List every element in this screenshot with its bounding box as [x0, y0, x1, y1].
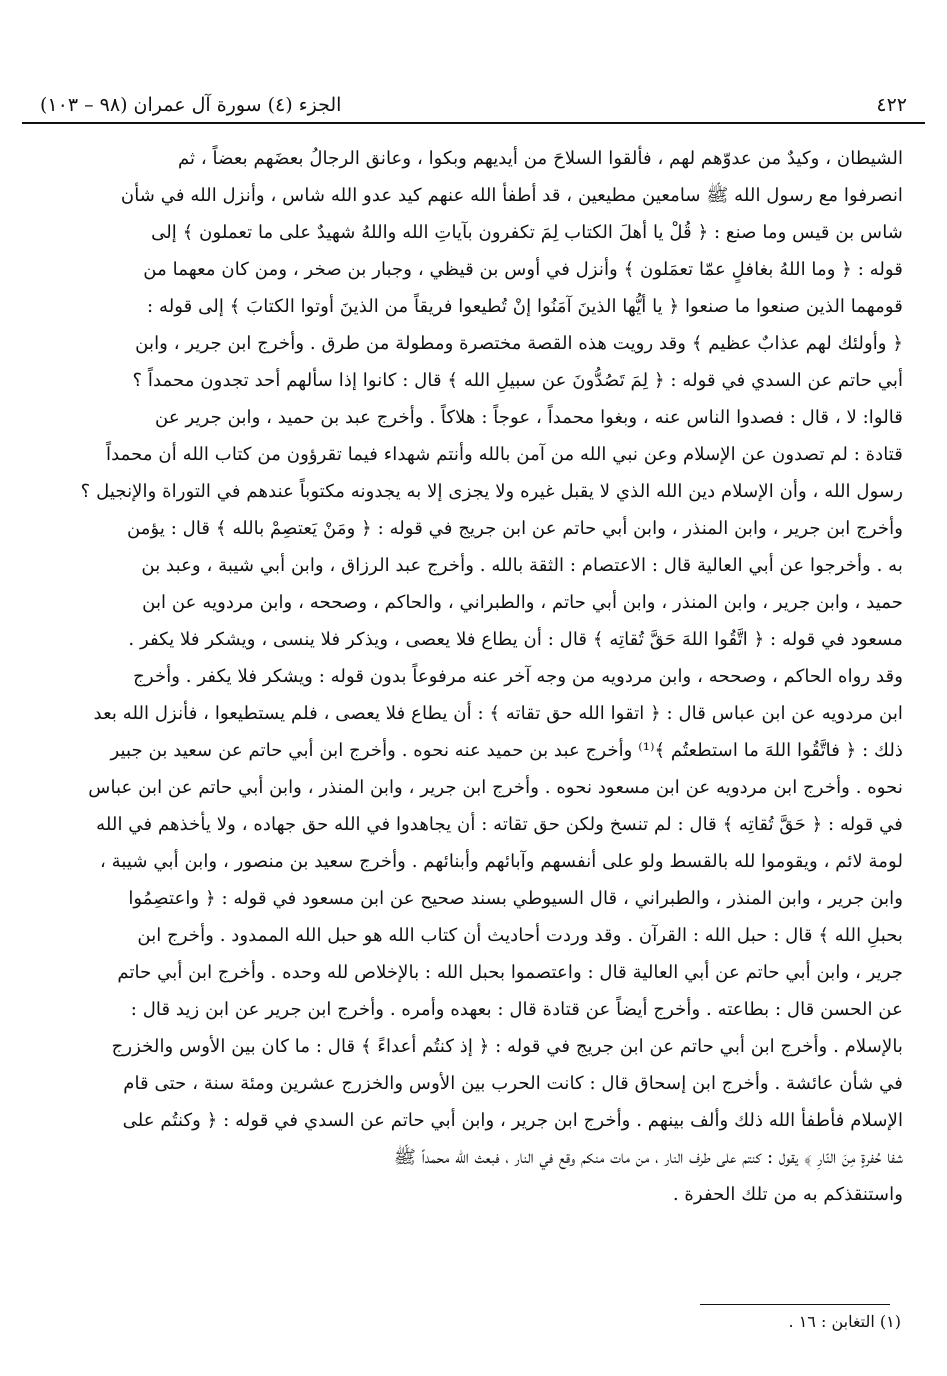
text-line: ذلك : ﴿ فاتَّقُوا اللهَ ما استطعتُم ﴾⁽¹⁾ وأخرج عبد بن حميد عنه نحوه . وأخرج ابن أبي حاتم عن سعيد بن جبير — [110, 740, 903, 761]
text-line: في قوله : ﴿ حَقَّ تُقاتِه ﴾ قال : لم تنسخ ولكن حق تقاته : أن يجاهدوا في الله حق جهاده ، ولا يأخذهم في الله — [96, 814, 903, 835]
text-line: شاس بن قيس وما صنع : ﴿ قُلْ يا أهلَ الكتاب لِمَ تكفرون بآياتِ الله واللهُ شهيدٌ على ما تعملون ﴾ إلى — [151, 222, 903, 243]
text-line: قتادة : لم تصدون عن الإسلام وعن نبي الله من آمن بالله وأنتم شهداء فيما تقرؤون من كتاب الله أن محمداً — [106, 444, 903, 465]
text-line: الشيطان ، وكيدٌ من عدوّهم لهم ، فألقوا السلاحَ من أيديهم وبكوا ، وعانق الرجالُ بعضَهم بعضاً ، ثم — [177, 148, 903, 169]
text-line: لومة لائم ، ويقوموا لله بالقسط ولو على أنفسهم وآبائهم وأبنائهم . وأخرج سعيد بن منصور ، وابن أبي شيبة ، — [100, 851, 903, 872]
text-line: قوله : ﴿ وما اللهُ بغافلٍ عمّا تعمَلون ﴾ وأنزل في أوس بن قيظي ، وجبار بن صخر ، ومن كان معهما من — [143, 259, 903, 280]
text-line: رسول الله ، وأن الإسلام دين الله الذي لا يقبل غيره ولا يجزى إلا به يجدونه مكتوباً عندهم في التوراة والإنجيل ؟ — [80, 481, 903, 502]
text-line: وأخرج ابن جرير ، وابن المنذر ، وابن أبي حاتم عن ابن جريج في قوله : ﴿ ومَنْ يَعتصِمْ بالله ﴾ قال : يؤمن — [126, 518, 903, 539]
footnote-divider — [700, 1304, 890, 1305]
text-line: مسعود في قوله : ﴿ اتَّقُوا اللهَ حَقَّ تُقاتِه ﴾ قال : أن يطاع فلا يعصى ، ويذكر فلا ينسى ، ويشكر فلا يكفر . — [128, 629, 903, 650]
text-line: عن الحسن قال : بطاعته . وأخرج أيضاً عن قتادة قال : بعهده وأمره . وأخرج ابن جرير عن ابن زيد قال : — [130, 999, 903, 1020]
text-line: جرير ، وابن أبي حاتم عن أبي العالية قال : واعتصموا بحبل الله : بالإخلاص لله وحده . وأخرج ابن أبي حاتم — [117, 962, 903, 983]
text-line: في شأن عائشة . وأخرج ابن إسحاق قال : كانت الحرب بين الأوس والخزرج عشرين ومئة سنة ، حتى قام — [123, 1073, 903, 1094]
text-line: شفا حُفرةٍ مِنَ النّارِ ﴾ يقول : كنتم على طرف النار ، من مات منكم وقع في النار ، فبعث الله محمداً ﷺ — [393, 1147, 903, 1168]
text-line: وابن جرير ، وابن المنذر ، والطبراني ، قال السيوطي بسند صحيح عن ابن مسعود في قوله : ﴿ واعتصِمُوا — [128, 888, 903, 909]
text-line: حميد ، وابن جرير ، وابن المنذر ، وابن أبي حاتم ، والطبراني ، والحاكم ، وصححه ، وابن مردويه عن ابن — [142, 592, 903, 613]
text-line: قومهما الذين صنعوا ما صنعوا ﴿ يا أيُّها الذينَ آمَنُوا إنْ تُطيعوا فريقاً من الذينَ أوتوا الكتابَ ﴾ إلى قوله : — [147, 296, 903, 317]
text-line: ﴿ وأولئك لهم عذابٌ عظيم ﴾ وقد رويت هذه القصة مختصرة ومطولة من طرق . وأخرج ابن جرير ، وابن — [135, 333, 903, 354]
running-header — [22, 86, 925, 120]
header-divider — [22, 122, 925, 124]
page-number: ٤٢٢ — [876, 94, 907, 116]
text-line: الإسلام فأطفأ الله ذلك وألف بينهم . وأخرج ابن جرير ، وابن أبي حاتم عن السدي في قوله : ﴿ وكنتُم على — [122, 1110, 903, 1131]
text-line: به . وأخرجوا عن أبي العالية قال : الاعتصام : الثقة بالله . وأخرج عبد الرزاق ، وابن أبي شيبة ، وعبد بن — [141, 555, 903, 576]
text-line: أبي حاتم عن السدي في قوله : ﴿ لِمَ تَصُدُّونَ عن سبيلِ الله ﴾ قال : كانوا إذا سألهم أحد تجدون محمداً ؟ — [132, 370, 903, 391]
text-line: انصرفوا مع رسول الله ﷺ سامعين مطيعين ، قد أطفأ الله عنهم كيد عدو الله شاس ، وأنزل الله في شأن — [120, 185, 903, 206]
text-line: واستنقذكم به من تلك الحفرة . — [672, 1184, 903, 1205]
text-line: بالإسلام . وأخرج ابن أبي حاتم عن ابن جريج في قوله : ﴿ إذ كنتُم أعداءً ﴾ قال : ما كان بين الأوس والخزرج — [111, 1036, 903, 1057]
text-line: وقد رواه الحاكم ، وصححه ، وابن مردويه من وجه آخر عنه مرفوعاً بدون قوله : ويشكر فلا يكفر . وأخرج — [133, 666, 903, 687]
running-title: الجزء (٤) سورة آل عمران (٩٨ – ١٠٣) — [40, 94, 342, 116]
text-line: ابن مردويه عن ابن عباس قال : ﴿ اتقوا الله حق تقاته ﴾ : أن يطاع فلا يعصى ، فلم يستطيعوا ، فأنزل الله بعد — [93, 703, 903, 724]
commentary-text — [30, 140, 903, 1213]
text-line: قالوا: لا ، قال : فصدوا الناس عنه ، وبغوا محمداً ، عوجاً : هلاكاً . وأخرج عبد بن حميد ، وابن جرير عن — [154, 407, 903, 428]
footnote: (١) التغابن : ١٦ . — [788, 1312, 901, 1331]
text-line: بحبلِ الله ﴾ قال : حبل الله : القرآن . وقد وردت أحاديث أن كتاب الله هو حبل الله الممدود . وأخرج ابن — [137, 925, 903, 946]
text-line: نحوه . وأخرج ابن مردويه عن ابن مسعود نحوه . وأخرج ابن جرير ، وابن المنذر ، وابن أبي حاتم عن ابن عباس — [88, 777, 903, 798]
